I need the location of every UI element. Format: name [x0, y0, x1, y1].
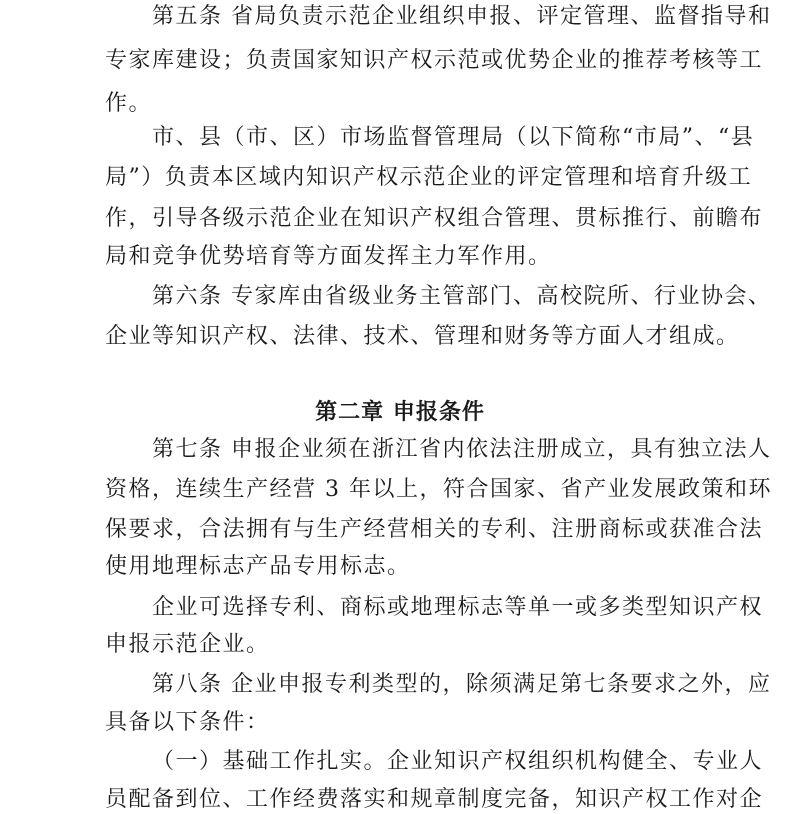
paragraph-line: 保要求，合法拥有与生产经营相关的专利、注册商标或获准合法: [105, 517, 764, 542]
paragraph-line: 作，引导各级示范企业在知识产权组合管理、贯标推行、前瞻布: [105, 206, 764, 231]
paragraph-line: 第五条 省局负责示范企业组织申报、评定管理、监督指导和: [152, 4, 772, 29]
paragraph-line: 企业等知识产权、法律、技术、管理和财务等方面人才组成。: [105, 324, 740, 349]
paragraph-line: （一）基础工作扎实。企业知识产权组织机构健全、专业人: [152, 749, 764, 774]
paragraph-line: 市、县（市、区）市场监督管理局（以下简称“市局”、“县: [152, 125, 755, 150]
paragraph-line: 作。: [105, 91, 153, 116]
paragraph-line: 申报示范企业。: [105, 632, 270, 657]
paragraph-line: 局”）负责本区域内知识产权示范企业的评定管理和培育升级工: [105, 165, 753, 190]
paragraph-line: 局和竞争优势培育等方面发挥主力军作用。: [105, 244, 552, 269]
paragraph-line: 第八条 企业申报专利类型的，除须满足第七条要求之外，应: [152, 672, 772, 697]
paragraph-line: 资格，连续生产经营 3 年以上，符合国家、省产业发展政策和环: [105, 477, 772, 502]
chapter-heading: 第二章 申报条件: [315, 400, 485, 425]
paragraph-line: 具备以下条件：: [105, 710, 270, 735]
paragraph-line: 员配备到位、工作经费落实和规章制度完备，知识产权工作对企: [105, 787, 764, 812]
paragraph-line: 第六条 专家库由省级业务主管部门、高校院所、行业协会、: [152, 284, 772, 309]
paragraph-line: 使用地理标志产品专用标志。: [105, 554, 411, 579]
paragraph-line: 第七条 申报企业须在浙江省内依法注册成立，具有独立法人: [152, 437, 772, 462]
paragraph-line: 专家库建设；负责国家知识产权示范或优势企业的推荐考核等工: [105, 48, 764, 73]
paragraph-line: 企业可选择专利、商标或地理标志等单一或多类型知识产权: [152, 595, 764, 620]
